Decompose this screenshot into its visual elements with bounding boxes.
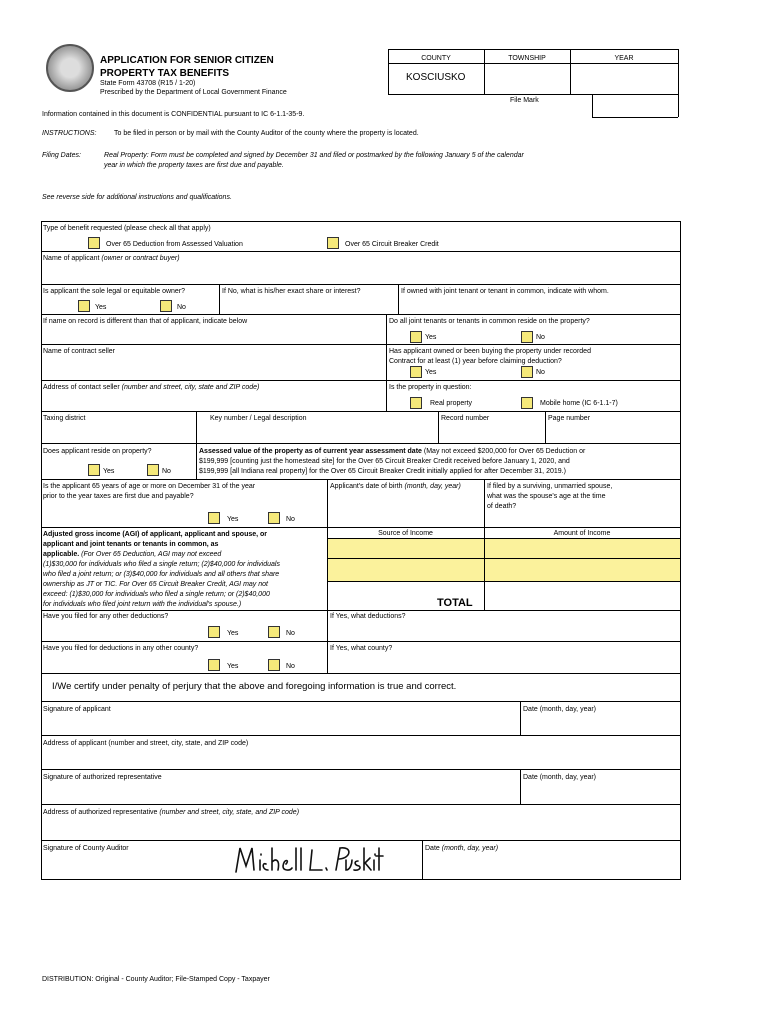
dob-label <box>330 482 461 491</box>
other-county-label: Have you filed for deductions in any other county? <box>43 645 199 652</box>
agi-line-3 <box>43 550 221 559</box>
property-question-label: Is the property in question: <box>389 384 472 391</box>
income-source-field-1[interactable] <box>328 539 484 558</box>
distribution-note: DISTRIBUTION: Original - County Auditor; File-Stamped Copy - Taxpayer <box>42 976 270 983</box>
agi-line-8: for individuals who filed joint return with the individual's spouse.) <box>43 601 242 608</box>
assessed-line-3: $199,999 [all Indiana real property] for the Over 65 Circuit Breaker Credit initially applied for after December 31, 2019.) <box>199 468 566 475</box>
owned-no-label: No <box>536 369 545 376</box>
other-deductions-yes-checkbox[interactable] <box>208 626 220 638</box>
seller-address-label <box>43 383 259 392</box>
other-county-yes-label: Yes <box>227 663 239 670</box>
sole-owner-no-checkbox[interactable] <box>160 300 172 312</box>
spouse-line-2: what was the spouse's age at the time <box>487 493 606 500</box>
filing-line-2: year in which the property taxes are first due and payable. <box>104 162 284 169</box>
mobile-home-label: Mobile home (IC 6-1.1-7) <box>540 400 618 407</box>
mobile-home-checkbox[interactable] <box>521 397 533 409</box>
owned-yes-checkbox[interactable] <box>410 366 422 378</box>
confidential-notice: Information contained in this document is CONFIDENTIAL pursuant to IC 6-1.1-35-9. <box>42 111 305 118</box>
joint-reside-yes-checkbox[interactable] <box>410 331 422 343</box>
income-amount-field-2[interactable] <box>485 559 680 581</box>
joint-reside-yes-label: Yes <box>425 334 437 341</box>
other-county-what-label: If Yes, what county? <box>330 645 393 652</box>
reside-yes-checkbox[interactable] <box>88 464 100 476</box>
instructions-label: INSTRUCTIONS: <box>42 130 97 137</box>
file-mark-label: File Mark <box>510 97 539 104</box>
income-amount-field-1[interactable] <box>485 539 680 558</box>
reverse-note: See reverse side for additional instructions and qualifications. <box>42 194 232 201</box>
other-deductions-label: Have you filed for any other deductions? <box>43 613 169 620</box>
joint-label: If owned with joint tenant or tenant in common, indicate with whom. <box>401 288 609 295</box>
applicant-name-input[interactable] <box>43 264 679 282</box>
age65-yes-label: Yes <box>227 516 239 523</box>
assessed-title: Assessed value of the property as of current year assessment date <box>199 448 422 455</box>
deduction-label: Over 65 Deduction from Assessed Valuation <box>106 241 243 248</box>
auditor-date-note: (month, day, year) <box>441 845 499 852</box>
owned-line-2: Contract for at least (1) year before claiming deduction? <box>389 358 562 365</box>
auditor-date-text: Date <box>425 845 440 852</box>
dob-note: (month, day, year) <box>404 483 461 490</box>
age65-no-label: No <box>286 516 295 523</box>
auditor-signature <box>230 842 385 878</box>
seller-address-note: (number and street, city, state and ZIP code) <box>121 384 260 391</box>
other-county-yes-checkbox[interactable] <box>208 659 220 671</box>
spouse-line-1: If filed by a surviving, unmarried spouse, <box>487 483 613 490</box>
total-label: TOTAL <box>437 597 473 609</box>
key-number-label: Key number / Legal description <box>210 415 307 422</box>
other-deductions-no-checkbox[interactable] <box>268 626 280 638</box>
other-deductions-yes-label: Yes <box>227 630 239 637</box>
form-title <box>100 54 274 80</box>
agi-line-2: applicant and joint tenants or tenants in common, as <box>43 541 219 548</box>
other-county-no-checkbox[interactable] <box>268 659 280 671</box>
filing-dates-label: Filing Dates: <box>42 152 81 159</box>
joint-reside-label: Do all joint tenants or tenants in common reside on the property? <box>389 318 590 325</box>
prescribed-by: Prescribed by the Department of Local Government Finance <box>100 89 287 96</box>
taxing-district-label: Taxing district <box>43 415 86 422</box>
agi-line-7: exceed: (1)$30,000 for individuals who filed a single return; or (2)$40,000 <box>43 591 270 598</box>
owned-yes-label: Yes <box>425 369 437 376</box>
form-number: State Form 43708 (R15 / 1-20) <box>100 80 196 87</box>
agi-line-5: who filed a joint return; or (3)$40,000 for individuals and all others that share <box>43 571 280 578</box>
applicant-name-label <box>43 254 180 263</box>
other-deductions-no-label: No <box>286 630 295 637</box>
source-income-header: Source of Income <box>378 530 433 537</box>
age65-line-1: Is the applicant 65 years of age or more on December 31 of the year <box>43 483 256 490</box>
agi-line-6: ownership as JT or TIC. For Over 65 Circuit Breaker Credit, AGI may not <box>43 581 268 588</box>
amount-income-header: Amount of Income <box>553 530 611 537</box>
share-label: If No, what is his/her exact share or interest? <box>222 288 361 295</box>
age65-line-2: prior to the year taxes are first due and payable? <box>43 493 194 500</box>
reside-yes-label: Yes <box>103 468 115 475</box>
rep-address-note: (number and street, city, state, and ZIP code) <box>159 809 300 816</box>
income-source-field-2[interactable] <box>328 559 484 581</box>
assessed-line-2: $199,999 [counting just the homestead site] for the Over 65 Circuit Breaker Credit received before January 1, 2020, and <box>199 458 570 465</box>
assessed-limit-text: (May not exceed $200,000 for Over 65 Deduction or <box>421 448 586 455</box>
township-header: TOWNSHIP <box>508 55 546 62</box>
agi-limit-intro: (For Over 65 Deduction, AGI may not exceed <box>79 551 222 558</box>
page-number-label: Page number <box>548 415 591 422</box>
real-property-label: Real property <box>430 400 473 407</box>
circuit-breaker-label: Over 65 Circuit Breaker Credit <box>345 241 439 248</box>
applicant-name-text: Name of applicant <box>43 255 100 262</box>
other-deductions-what-label: If Yes, what deductions? <box>330 613 406 620</box>
sole-owner-label: Is applicant the sole legal or equitable owner? <box>43 288 186 295</box>
other-county-no-label: No <box>286 663 295 670</box>
state-seal <box>46 44 94 92</box>
rep-address-label <box>43 808 299 817</box>
spouse-line-3: of death? <box>487 503 517 510</box>
name-different-label: If name on record is different than that of applicant, indicate below <box>43 318 248 325</box>
assessed-line-1 <box>199 447 585 456</box>
rep-signature-label: Signature of authorized representative <box>43 774 162 781</box>
auditor-signature-label: Signature of County Auditor <box>43 845 129 852</box>
seller-address-text: Address of contact seller <box>43 384 120 391</box>
record-number-label: Record number <box>441 415 490 422</box>
applicant-signature-label: Signature of applicant <box>43 706 111 713</box>
joint-reside-no-checkbox[interactable] <box>521 331 533 343</box>
sole-owner-yes-checkbox[interactable] <box>78 300 90 312</box>
applicant-address-label: Address of applicant (number and street, city, state, and ZIP code) <box>43 740 249 747</box>
real-property-checkbox[interactable] <box>410 397 422 409</box>
circuit-breaker-checkbox[interactable] <box>327 237 339 249</box>
owned-line-1: Has applicant owned or been buying the property under recorded <box>389 348 591 355</box>
contract-seller-label: Name of contract seller <box>43 348 115 355</box>
applicant-name-note: (owner or contract buyer) <box>101 255 180 262</box>
dob-text: Applicant's date of birth <box>330 483 403 490</box>
age65-yes-checkbox[interactable] <box>208 512 220 524</box>
applicant-date-label: Date (month, day, year) <box>523 706 597 713</box>
sole-owner-yes-label: Yes <box>95 304 107 311</box>
benefit-type-label: Type of benefit requested (please check all that apply) <box>43 225 211 232</box>
rep-address-text: Address of authorized representative <box>43 809 158 816</box>
title-line-1: APPLICATION FOR SENIOR CITIZEN <box>100 55 274 66</box>
auditor-date-label <box>425 844 498 853</box>
year-header: YEAR <box>614 55 634 62</box>
age65-no-checkbox[interactable] <box>268 512 280 524</box>
owned-no-checkbox[interactable] <box>521 366 533 378</box>
certification-statement: I/We certify under penalty of perjury that the above and foregoing information is true and correct. <box>52 681 457 692</box>
agi-applicable: applicable. <box>43 551 80 558</box>
agi-line-1: Adjusted gross income (AGI) of applicant, applicant and spouse, or <box>43 531 268 538</box>
county-header: COUNTY <box>421 55 451 62</box>
rep-date-label: Date (month, day, year) <box>523 774 597 781</box>
reside-no-checkbox[interactable] <box>147 464 159 476</box>
county-value[interactable]: KOSCIUSKO <box>406 72 466 83</box>
instructions-text: To be filed in person or by mail with the County Auditor of the county where the property is located. <box>114 130 419 137</box>
filing-line-1: Real Property: Form must be completed and signed by December 31 and filed or postmarked by the following January 5 of the calendar <box>104 152 524 159</box>
title-line-2: PROPERTY TAX BENEFITS <box>100 68 230 79</box>
joint-reside-no-label: No <box>536 334 545 341</box>
sole-owner-no-label: No <box>177 304 186 311</box>
agi-line-4: (1)$30,000 for individuals who filed a single return; (2)$40,000 for individuals <box>43 561 280 568</box>
reside-label: Does applicant reside on property? <box>43 448 152 455</box>
reside-no-label: No <box>162 468 171 475</box>
deduction-checkbox[interactable] <box>88 237 100 249</box>
